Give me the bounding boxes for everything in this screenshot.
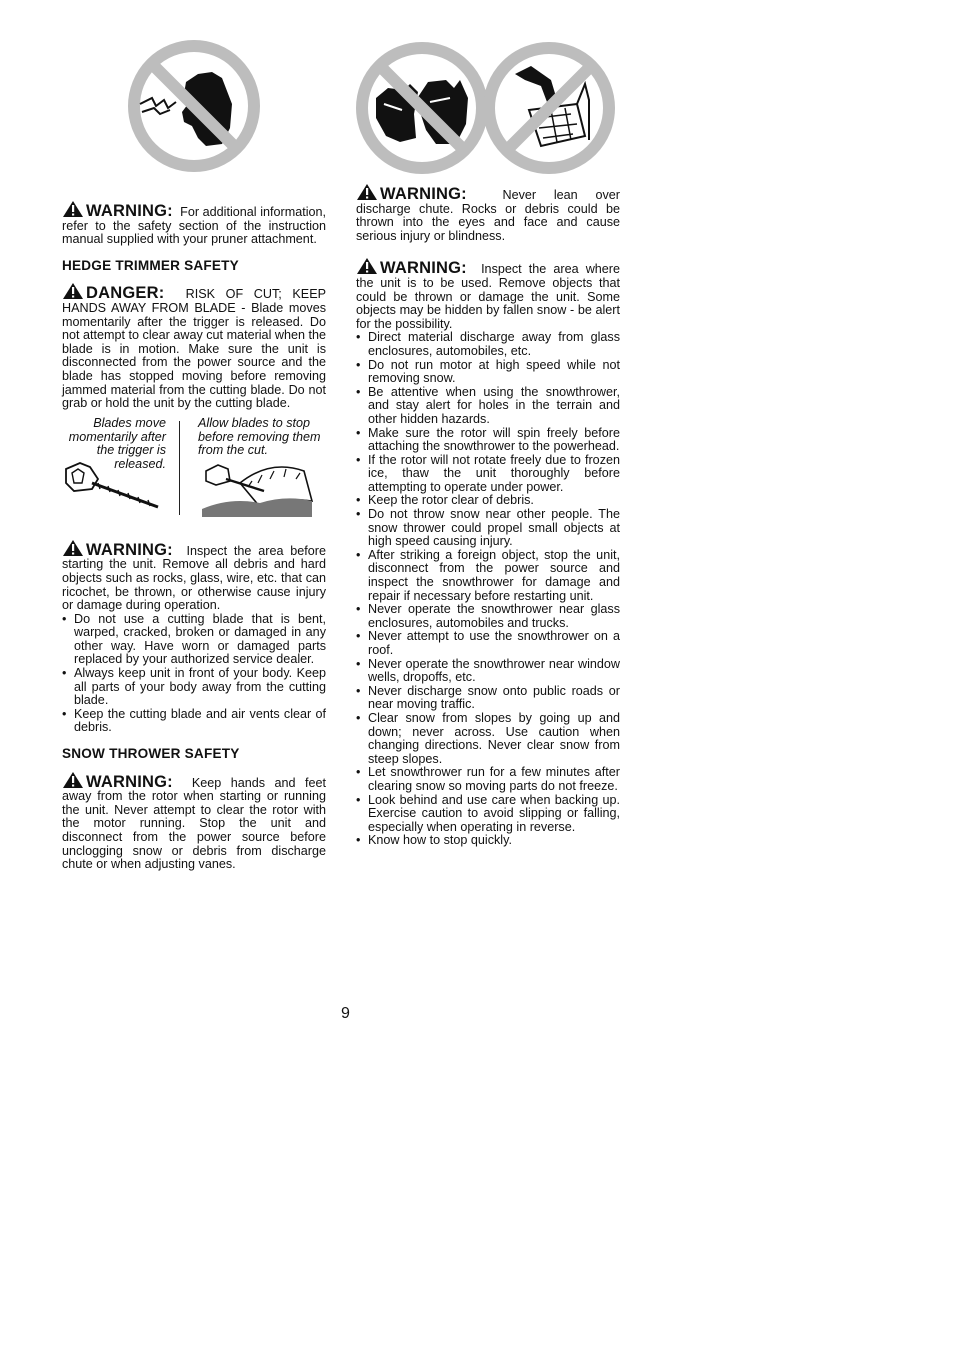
list-item: • Keep the cutting blade and air vents clear of debris.: [62, 708, 326, 735]
list-item: • Clear snow from slopes by going up and down; never across. Use caution when changing directions. Never clear snow from steep slopes.: [356, 712, 620, 766]
warning-keyword: WARNING:: [86, 202, 173, 220]
section-heading-hedge-trimmer: HEDGE TRIMMER SAFETY: [62, 257, 239, 273]
warning-triangle-icon: [356, 257, 378, 275]
no-hand-near-blade-icon: [126, 38, 262, 174]
list-item: • Direct material discharge away from glass enclosures, automobiles, etc.: [356, 331, 620, 358]
warning-triangle-icon: [62, 539, 84, 557]
page-number: 9: [341, 1005, 350, 1022]
left-column: [62, 200, 326, 884]
list-item: • Look behind and use care when backing up. Exercise caution to avoid slipping or falling, especially when operating in reverse.: [356, 794, 620, 835]
warning-keyword: WARNING:: [86, 540, 173, 559]
warning-triangle-icon: [62, 282, 84, 300]
warning-text: Never lean over discharge chute. Rocks or debris could be thrown into the eyes and face and cause serious injury or blindness.: [356, 188, 620, 243]
warning-triangle-icon: [62, 771, 84, 789]
warning-text: Keep hands and feet away from the rotor when starting or running the unit. Never attempt to clear the rotor with the motor running. Stop the unit and disconnect from the power source before unclogging snow or debris from discharge chute or when adjusting vanes.: [62, 775, 326, 872]
warning-pruner-info: [62, 200, 326, 247]
warning-triangle-icon: [356, 183, 378, 201]
right-column: [356, 183, 620, 860]
figure-divider: [179, 421, 180, 515]
danger-text: RISK OF CUT; KEEP HANDS AWAY FROM BLADE - Blade moves momentarily after the trigger is released. Do not attempt to clear away cut material when the blade is in motion. Make sure the unit is disconnected from the power source and the blade has stopped moving before removing jammed material from the cutting blade. Do not grab or hold the unit by the cutting blade.: [62, 287, 326, 411]
list-item: • Let snowthrower run for a few minutes after clearing snow so moving parts do not freeze.: [356, 766, 620, 793]
section-heading-snow-thrower: SNOW THROWER SAFETY: [62, 746, 240, 762]
bullet-list: [62, 613, 326, 735]
list-item: • Keep the rotor clear of debris.: [356, 494, 620, 508]
list-item: • Make sure the rotor will spin freely before attaching the snowthrower to the powerhead.: [356, 427, 620, 454]
list-item: • Never operate the snowthrower near glass enclosures, automobiles and trucks.: [356, 603, 620, 630]
bullet-list: [356, 331, 620, 848]
list-item: • Be attentive when using the snowthrower, and stay alert for holes in the terrain and other hidden hazards.: [356, 386, 620, 427]
list-item: • Do not run motor at high speed while not removing snow.: [356, 359, 620, 386]
hedge-cut-icon: [200, 457, 314, 519]
warning-keyword: WARNING:: [380, 259, 467, 278]
danger-keyword: DANGER:: [86, 284, 165, 303]
hedge-trimmer-icon: [62, 455, 162, 515]
danger-blade: [62, 282, 326, 410]
list-item: • Do not throw snow near other people. The snow thrower could propel small objects at high speed causing injury.: [356, 508, 620, 549]
list-item: • Never discharge snow onto public roads or near moving traffic.: [356, 685, 620, 712]
warning-keyword: WARNING:: [380, 185, 467, 203]
figure-caption-right: Allow blades to stop before removing them from the cut.: [198, 415, 321, 458]
warning-discharge-chute: [356, 183, 620, 243]
hedge-trimmer-figures: [62, 417, 326, 529]
list-item: • If the rotor will not rotate freely due to frozen ice, thaw the unit thoroughly before attempting to operate under power.: [356, 454, 620, 495]
warning-rotor: [62, 771, 326, 872]
warning-inspect-snow-area: [356, 257, 620, 848]
warning-text: Inspect the area before starting the unit. Remove all debris and hard objects such as rocks, glass, wire, etc. that can ricochet, be thrown, or otherwise cause injury or damage during operation.: [62, 543, 326, 613]
list-item: • Always keep unit in front of your body. Keep all parts of your body away from the cutting blade.: [62, 667, 326, 708]
list-item: • Do not use a cutting blade that is bent, warped, cracked, broken or damaged in any other way. Have worn or damaged parts replaced by your authorized service dealer.: [62, 613, 326, 667]
warning-text: Inspect the area where the unit is to be used. Remove objects that could be thrown or damage the unit. Some objects may be hidden by fallen snow - be alert for the possibility.: [356, 262, 620, 331]
warning-inspect-area: [62, 539, 326, 735]
list-item: • Never attempt to use the snowthrower on a roof.: [356, 630, 620, 657]
no-lean-over-chute-icon: [481, 40, 617, 176]
warning-text: For additional information, refer to the safety section of the instruction manual supplied with your pruner attachment.: [62, 205, 327, 247]
no-gloves-icon: [354, 40, 490, 176]
warning-keyword: WARNING:: [86, 772, 173, 791]
list-item: • Never operate the snowthrower near window wells, dropoffs, etc.: [356, 658, 620, 685]
figure-caption-left: Blades move momentarily after the trigger is released.: [68, 415, 166, 472]
list-item: • Know how to stop quickly.: [356, 834, 620, 848]
warning-triangle-icon: [62, 200, 84, 218]
list-item: • After striking a foreign object, stop the unit, disconnect from the power source and inspect the snowthrower for damage and repair if necessary before restarting unit.: [356, 549, 620, 603]
